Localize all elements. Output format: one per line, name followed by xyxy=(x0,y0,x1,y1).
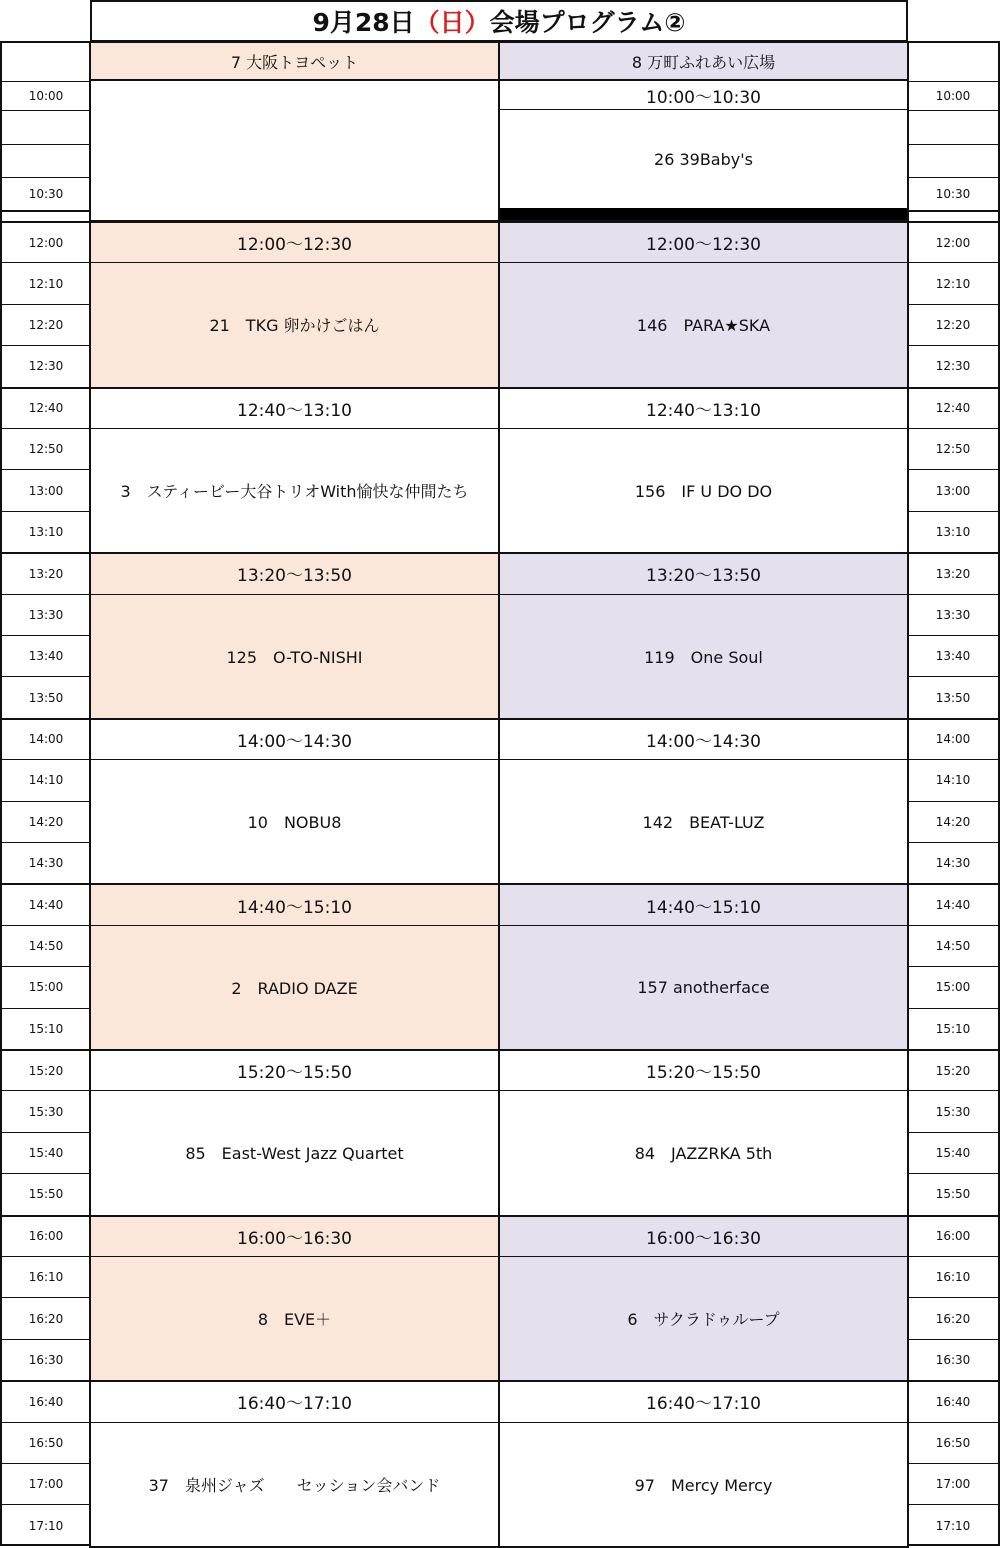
time-label: 16:30 xyxy=(2,1339,90,1380)
time-slot-label: 12:40～13:10 xyxy=(500,389,907,429)
performer-name: 21 TKG 卵かけごはん xyxy=(209,316,380,336)
time-slot-label: 12:40～13:10 xyxy=(91,389,498,429)
time-label xyxy=(2,110,90,144)
time-label: 13:00 xyxy=(908,469,998,510)
morning-right-performer: 26 39Baby's xyxy=(654,149,753,169)
time-label: 15:40 xyxy=(908,1132,998,1173)
time-label: 17:00 xyxy=(908,1463,998,1504)
time-label: 13:20 xyxy=(908,552,998,593)
time-label: 10:00 xyxy=(908,81,998,110)
performer-name: 97 Mercy Mercy xyxy=(634,1475,773,1495)
time-label: 12:40 xyxy=(908,387,998,428)
time-label: 15:20 xyxy=(2,1049,90,1090)
venue-header-left: 7 大阪トヨペット xyxy=(89,41,500,81)
gap-rule-left xyxy=(0,210,90,212)
time-label: 12:30 xyxy=(2,345,90,386)
time-label: 16:50 xyxy=(908,1422,998,1463)
time-label: 16:20 xyxy=(908,1297,998,1338)
time-label: 12:20 xyxy=(908,304,998,345)
performer-name: 156 IF U DO DO xyxy=(634,482,773,502)
time-label: 13:00 xyxy=(2,469,90,510)
time-label: 12:10 xyxy=(908,262,998,303)
time-label: 13:20 xyxy=(2,552,90,593)
time-label: 10:00 xyxy=(2,81,90,110)
performer-name: 142 BEAT-LUZ xyxy=(642,813,765,833)
title-date: 9月28日 xyxy=(312,8,415,37)
time-label: 15:50 xyxy=(908,1173,998,1214)
time-label: 14:40 xyxy=(908,883,998,924)
time-label: 16:30 xyxy=(908,1339,998,1380)
time-label: 10:30 xyxy=(908,177,998,210)
performer-name: 2 RADIO DAZE xyxy=(231,978,358,998)
performer-name: 10 NOBU8 xyxy=(247,813,342,833)
time-slot-label: 16:00～16:30 xyxy=(91,1217,498,1257)
time-label: 15:00 xyxy=(2,966,90,1007)
time-label: 14:40 xyxy=(2,883,90,924)
time-label: 14:20 xyxy=(2,801,90,842)
title-program: 会場プログラム② xyxy=(489,8,686,37)
time-slot-label: 14:40～15:10 xyxy=(91,885,498,925)
time-label: 15:00 xyxy=(908,966,998,1007)
time-label: 16:40 xyxy=(2,1380,90,1421)
time-slot-label: 12:00～12:30 xyxy=(500,223,907,263)
time-label xyxy=(908,144,998,177)
performer-name: 6 サクラドゥループ xyxy=(627,1310,780,1330)
time-label: 12:40 xyxy=(2,387,90,428)
break-divider xyxy=(500,208,907,220)
performer-name: 119 One Soul xyxy=(644,647,763,667)
time-slot-label: 14:40～15:10 xyxy=(500,885,907,925)
time-label: 15:30 xyxy=(908,1090,998,1131)
time-label: 14:10 xyxy=(908,759,998,800)
performer-name: 8 EVE＋ xyxy=(257,1310,332,1330)
time-label: 14:00 xyxy=(2,718,90,759)
time-label: 12:20 xyxy=(2,304,90,345)
time-label: 12:50 xyxy=(2,428,90,469)
morning-right-slot: 10:00～10:30 xyxy=(500,81,907,110)
time-label: 12:30 xyxy=(908,345,998,386)
time-label: 15:40 xyxy=(2,1132,90,1173)
time-label: 12:00 xyxy=(908,221,998,262)
time-slot-label: 12:00～12:30 xyxy=(91,223,498,263)
time-slot-label: 13:20～13:50 xyxy=(500,554,907,594)
time-slot-label: 16:40～17:10 xyxy=(91,1382,498,1422)
time-label: 16:10 xyxy=(2,1256,90,1297)
time-label: 14:50 xyxy=(908,925,998,966)
time-label: 10:30 xyxy=(2,177,90,210)
time-slot-label: 14:00～14:30 xyxy=(500,720,907,760)
time-slot-label: 15:20～15:50 xyxy=(91,1051,498,1091)
performer-name: 3 スティービー大谷トリオWith愉快な仲間たち xyxy=(120,482,469,502)
performer-name: 157 anotherface xyxy=(637,977,770,997)
time-label: 17:00 xyxy=(2,1463,90,1504)
time-label: 15:20 xyxy=(908,1049,998,1090)
time-label: 15:50 xyxy=(2,1173,90,1214)
time-label: 14:00 xyxy=(908,718,998,759)
time-label: 14:20 xyxy=(908,801,998,842)
time-label: 15:10 xyxy=(908,1008,998,1049)
performer-name: 37 泉州ジャズ セッション会バンド xyxy=(148,1475,441,1495)
time-label: 13:30 xyxy=(908,594,998,635)
time-label: 13:50 xyxy=(2,676,90,717)
time-label: 14:30 xyxy=(2,842,90,883)
time-slot-label: 13:20～13:50 xyxy=(91,554,498,594)
gap-rule-right xyxy=(908,210,1000,212)
performer-name: 84 JAZZRKA 5th xyxy=(634,1144,773,1164)
time-label xyxy=(908,110,998,144)
time-slot-label: 16:40～17:10 xyxy=(500,1382,907,1422)
performer-name: 146 PARA★SKA xyxy=(636,316,771,336)
venue-header-right: 8 万町ふれあい広場 xyxy=(498,41,909,81)
time-slot-label: 16:00～16:30 xyxy=(500,1217,907,1257)
time-label: 13:40 xyxy=(2,635,90,676)
time-label: 17:10 xyxy=(908,1504,998,1545)
morning-left-block xyxy=(89,79,500,222)
time-label: 16:20 xyxy=(2,1297,90,1338)
time-label: 13:10 xyxy=(908,511,998,552)
time-label: 16:00 xyxy=(908,1215,998,1256)
performer-name: 85 East-West Jazz Quartet xyxy=(185,1144,404,1164)
time-label: 14:30 xyxy=(908,842,998,883)
time-label: 15:10 xyxy=(2,1008,90,1049)
time-label: 13:40 xyxy=(908,635,998,676)
title-day: （日） xyxy=(414,8,490,37)
performer-name: 125 O-TO-NISHI xyxy=(226,647,363,667)
time-label: 12:00 xyxy=(2,221,90,262)
time-label: 12:50 xyxy=(908,428,998,469)
time-label: 14:10 xyxy=(2,759,90,800)
time-label: 13:30 xyxy=(2,594,90,635)
time-label: 14:50 xyxy=(2,925,90,966)
time-label: 16:40 xyxy=(908,1380,998,1421)
time-label: 15:30 xyxy=(2,1090,90,1131)
time-slot-label: 14:00～14:30 xyxy=(91,720,498,760)
time-label: 17:10 xyxy=(2,1504,90,1545)
time-label xyxy=(2,144,90,177)
page-title xyxy=(90,0,908,42)
time-label: 16:50 xyxy=(2,1422,90,1463)
time-label: 16:00 xyxy=(2,1215,90,1256)
time-slot-label: 15:20～15:50 xyxy=(500,1051,907,1091)
time-label: 16:10 xyxy=(908,1256,998,1297)
time-label: 13:50 xyxy=(908,676,998,717)
time-label: 12:10 xyxy=(2,262,90,303)
time-label: 13:10 xyxy=(2,511,90,552)
